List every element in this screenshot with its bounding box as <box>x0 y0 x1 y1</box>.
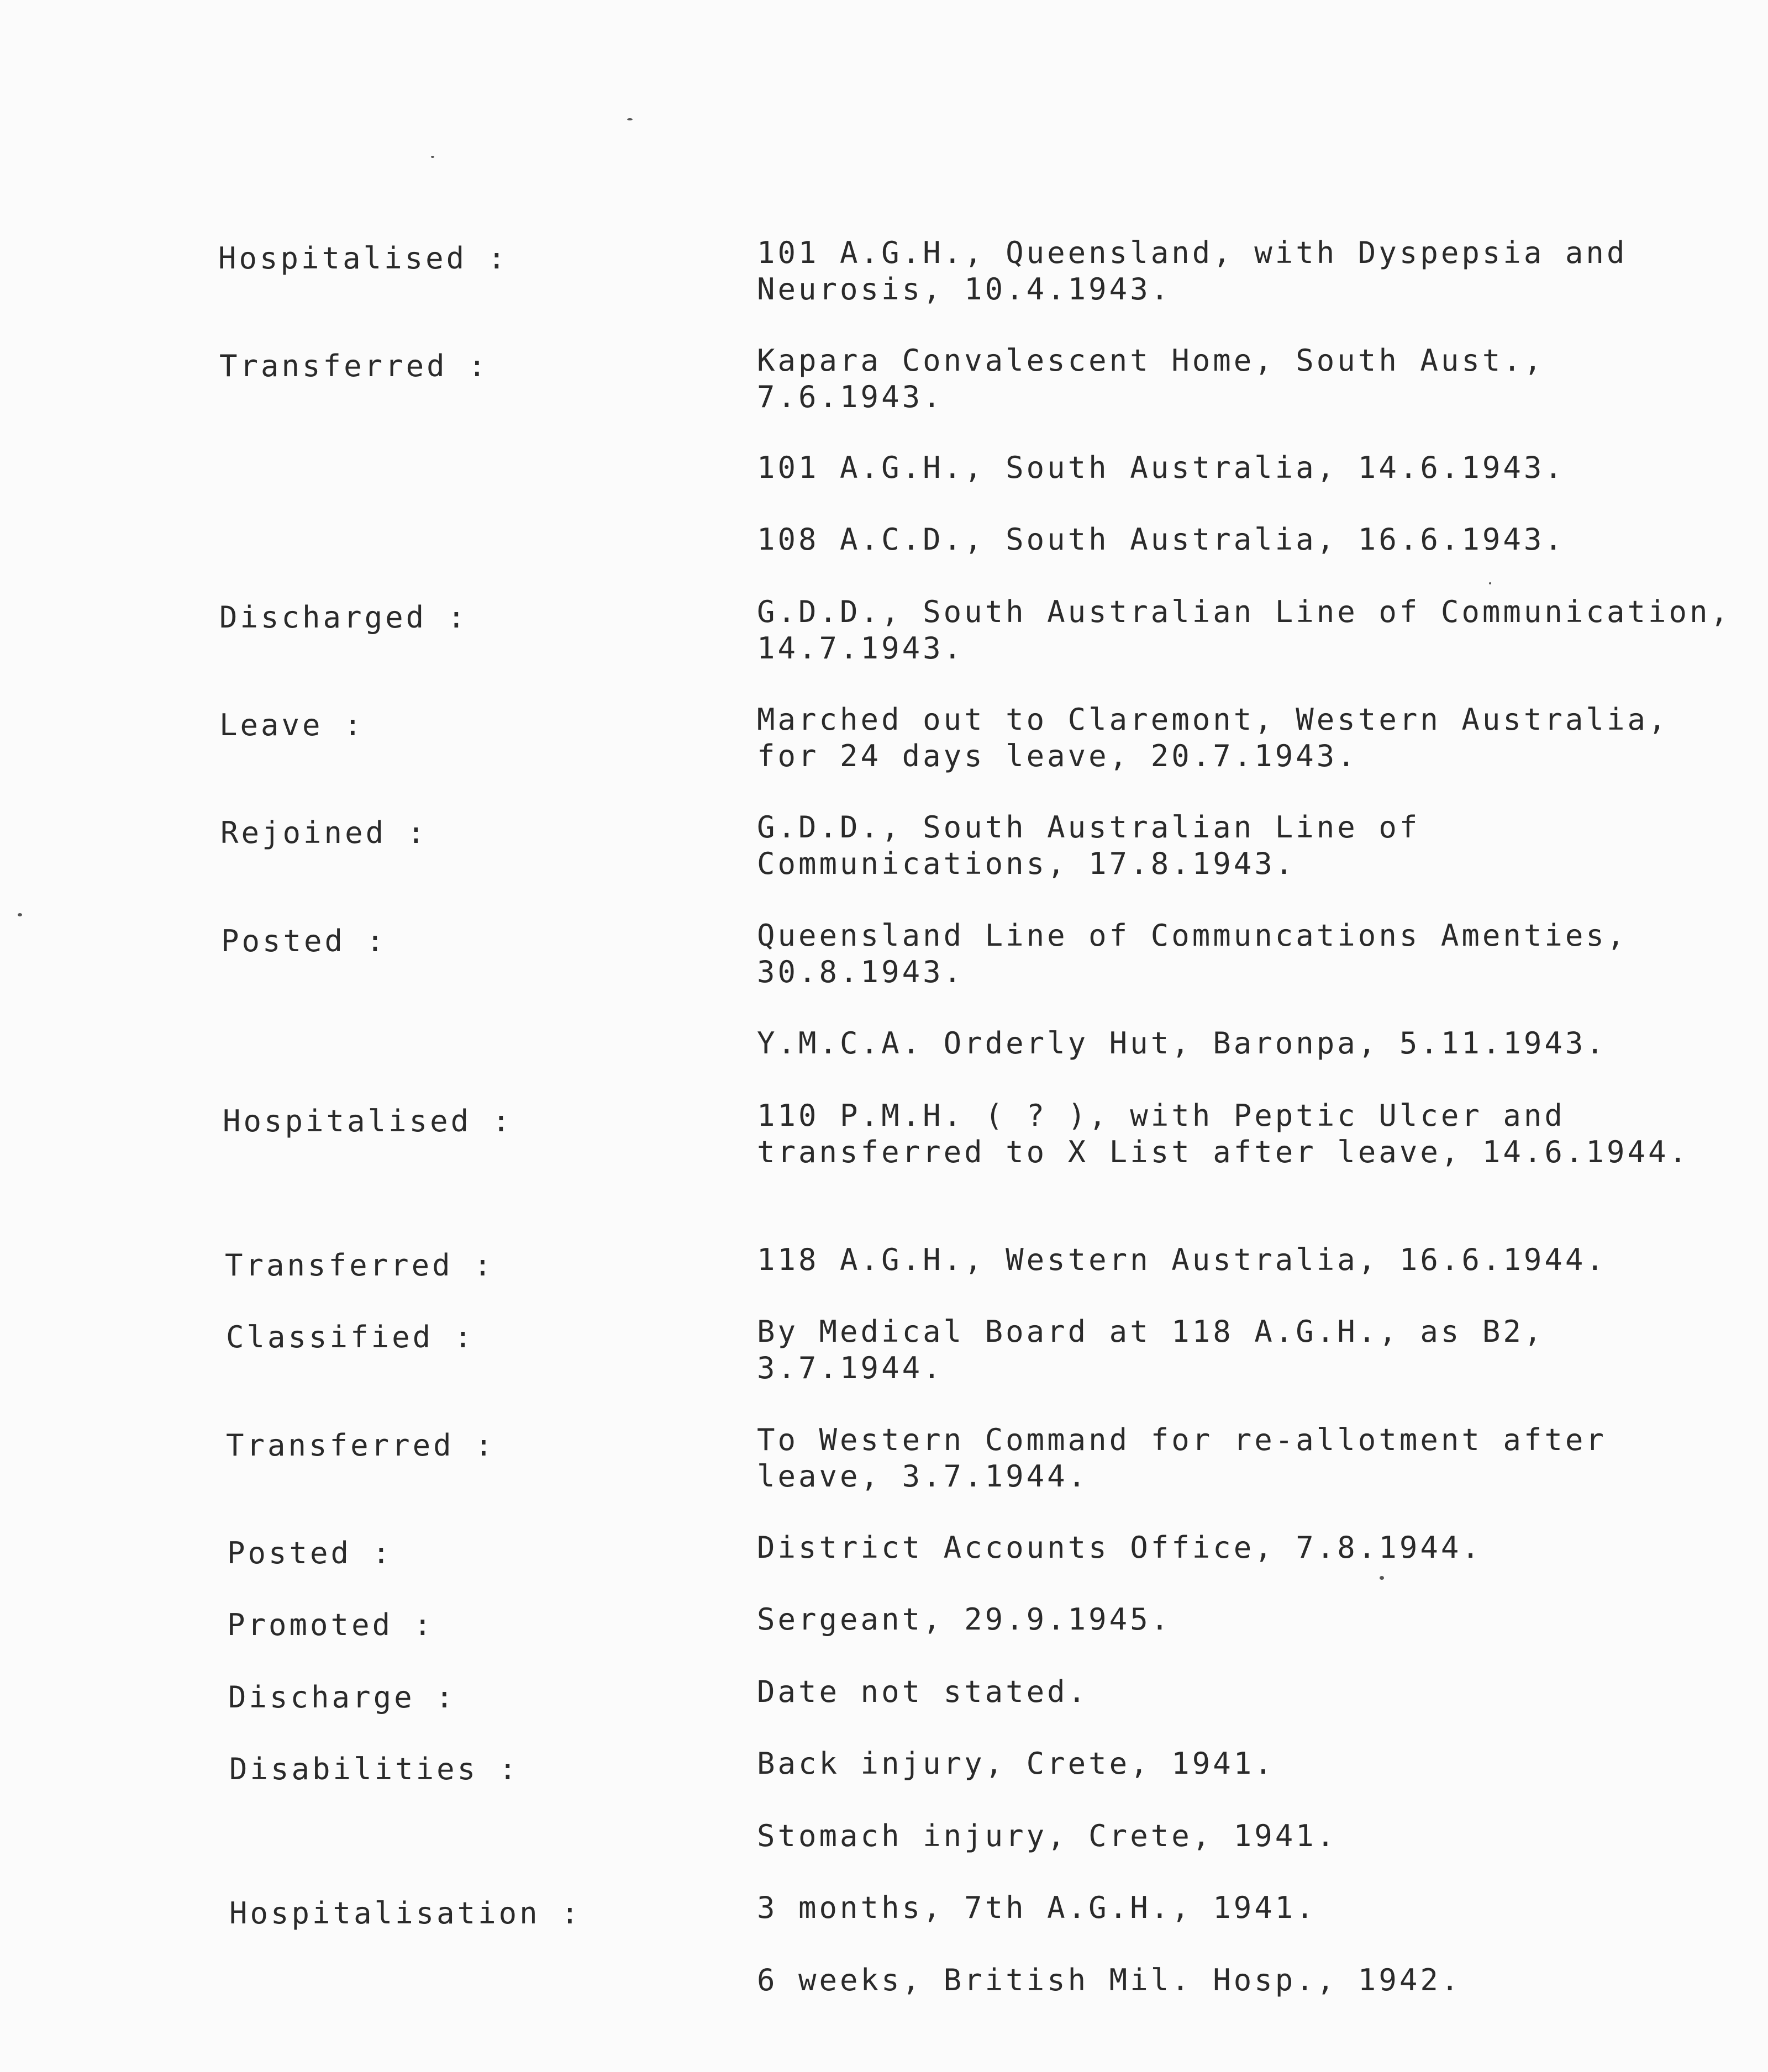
scan-speck <box>627 118 633 120</box>
entry-value: Kapara Convalescent Home, South Aust., 7.6.1943. <box>757 343 1545 414</box>
entry-value: 3 months, 7th A.G.H., 1941. <box>757 1890 1317 1925</box>
entry-value: Queensland Line of Communcations Amenties, 30.8.1943. <box>757 918 1628 989</box>
entry-label: Classified : <box>226 1320 475 1354</box>
entry-label: Hospitalisation : <box>229 1896 582 1931</box>
entry-value: 118 A.G.H., Western Australia, 16.6.1944. <box>757 1242 1607 1277</box>
entry-value: District Accounts Office, 7.8.1944. <box>757 1530 1482 1565</box>
entry-value: 6 weeks, British Mil. Hosp., 1942. <box>757 1963 1462 1997</box>
scan-speck <box>1489 582 1491 584</box>
entry-label: Transferred : <box>226 1428 496 1463</box>
entry-label: Hospitalised : <box>218 241 509 276</box>
entry-value: Date not stated. <box>757 1674 1089 1709</box>
entry-label: Posted : <box>227 1536 393 1570</box>
entry-value: By Medical Board at 118 A.G.H., as B2, 3.7.1944. <box>757 1314 1545 1385</box>
entry-value: 101 A.G.H., South Australia, 14.6.1943. <box>757 450 1565 485</box>
entry-value: Back injury, Crete, 1941. <box>757 1746 1275 1781</box>
entry-label: Disabilities : <box>229 1752 520 1786</box>
scan-speck <box>431 156 434 158</box>
entry-value: G.D.D., South Australian Line of Communication, 14.7.1943. <box>757 594 1732 666</box>
scan-speck <box>1380 1576 1384 1580</box>
entry-value: 110 P.M.H. ( ? ), with Peptic Ulcer and transferred to X List after leave, 14.6.1944. <box>757 1098 1690 1169</box>
entry-value: Marched out to Claremont, Western Australia, for 24 days leave, 20.7.1943. <box>757 702 1669 773</box>
entry-label: Promoted : <box>227 1607 435 1642</box>
entry-value: G.D.D., South Australian Line of Communications, 17.8.1943. <box>757 810 1420 881</box>
entry-label: Transferred : <box>225 1248 494 1283</box>
entry-label: Leave : <box>219 708 365 742</box>
scan-speck <box>18 913 22 916</box>
entry-value: 101 A.G.H., Queensland, with Dyspepsia and Neurosis, 10.4.1943. <box>757 235 1628 307</box>
entry-value: Sergeant, 29.9.1945. <box>757 1602 1172 1637</box>
entry-value: Stomach injury, Crete, 1941. <box>757 1818 1338 1853</box>
entry-label: Posted : <box>221 924 387 958</box>
entry-label: Transferred : <box>219 349 489 383</box>
entry-value: Y.M.C.A. Orderly Hut, Baronpa, 5.11.1943. <box>757 1026 1607 1061</box>
entry-label: Discharged : <box>219 600 469 635</box>
entry-label: Rejoined : <box>220 815 428 850</box>
entry-label: Discharge : <box>228 1680 456 1715</box>
entry-value: 108 A.C.D., South Australia, 16.6.1943. <box>757 522 1565 557</box>
entry-value: To Western Command for re-allotment after leave, 3.7.1944. <box>757 1422 1607 1494</box>
entry-label: Hospitalised : <box>223 1104 513 1138</box>
